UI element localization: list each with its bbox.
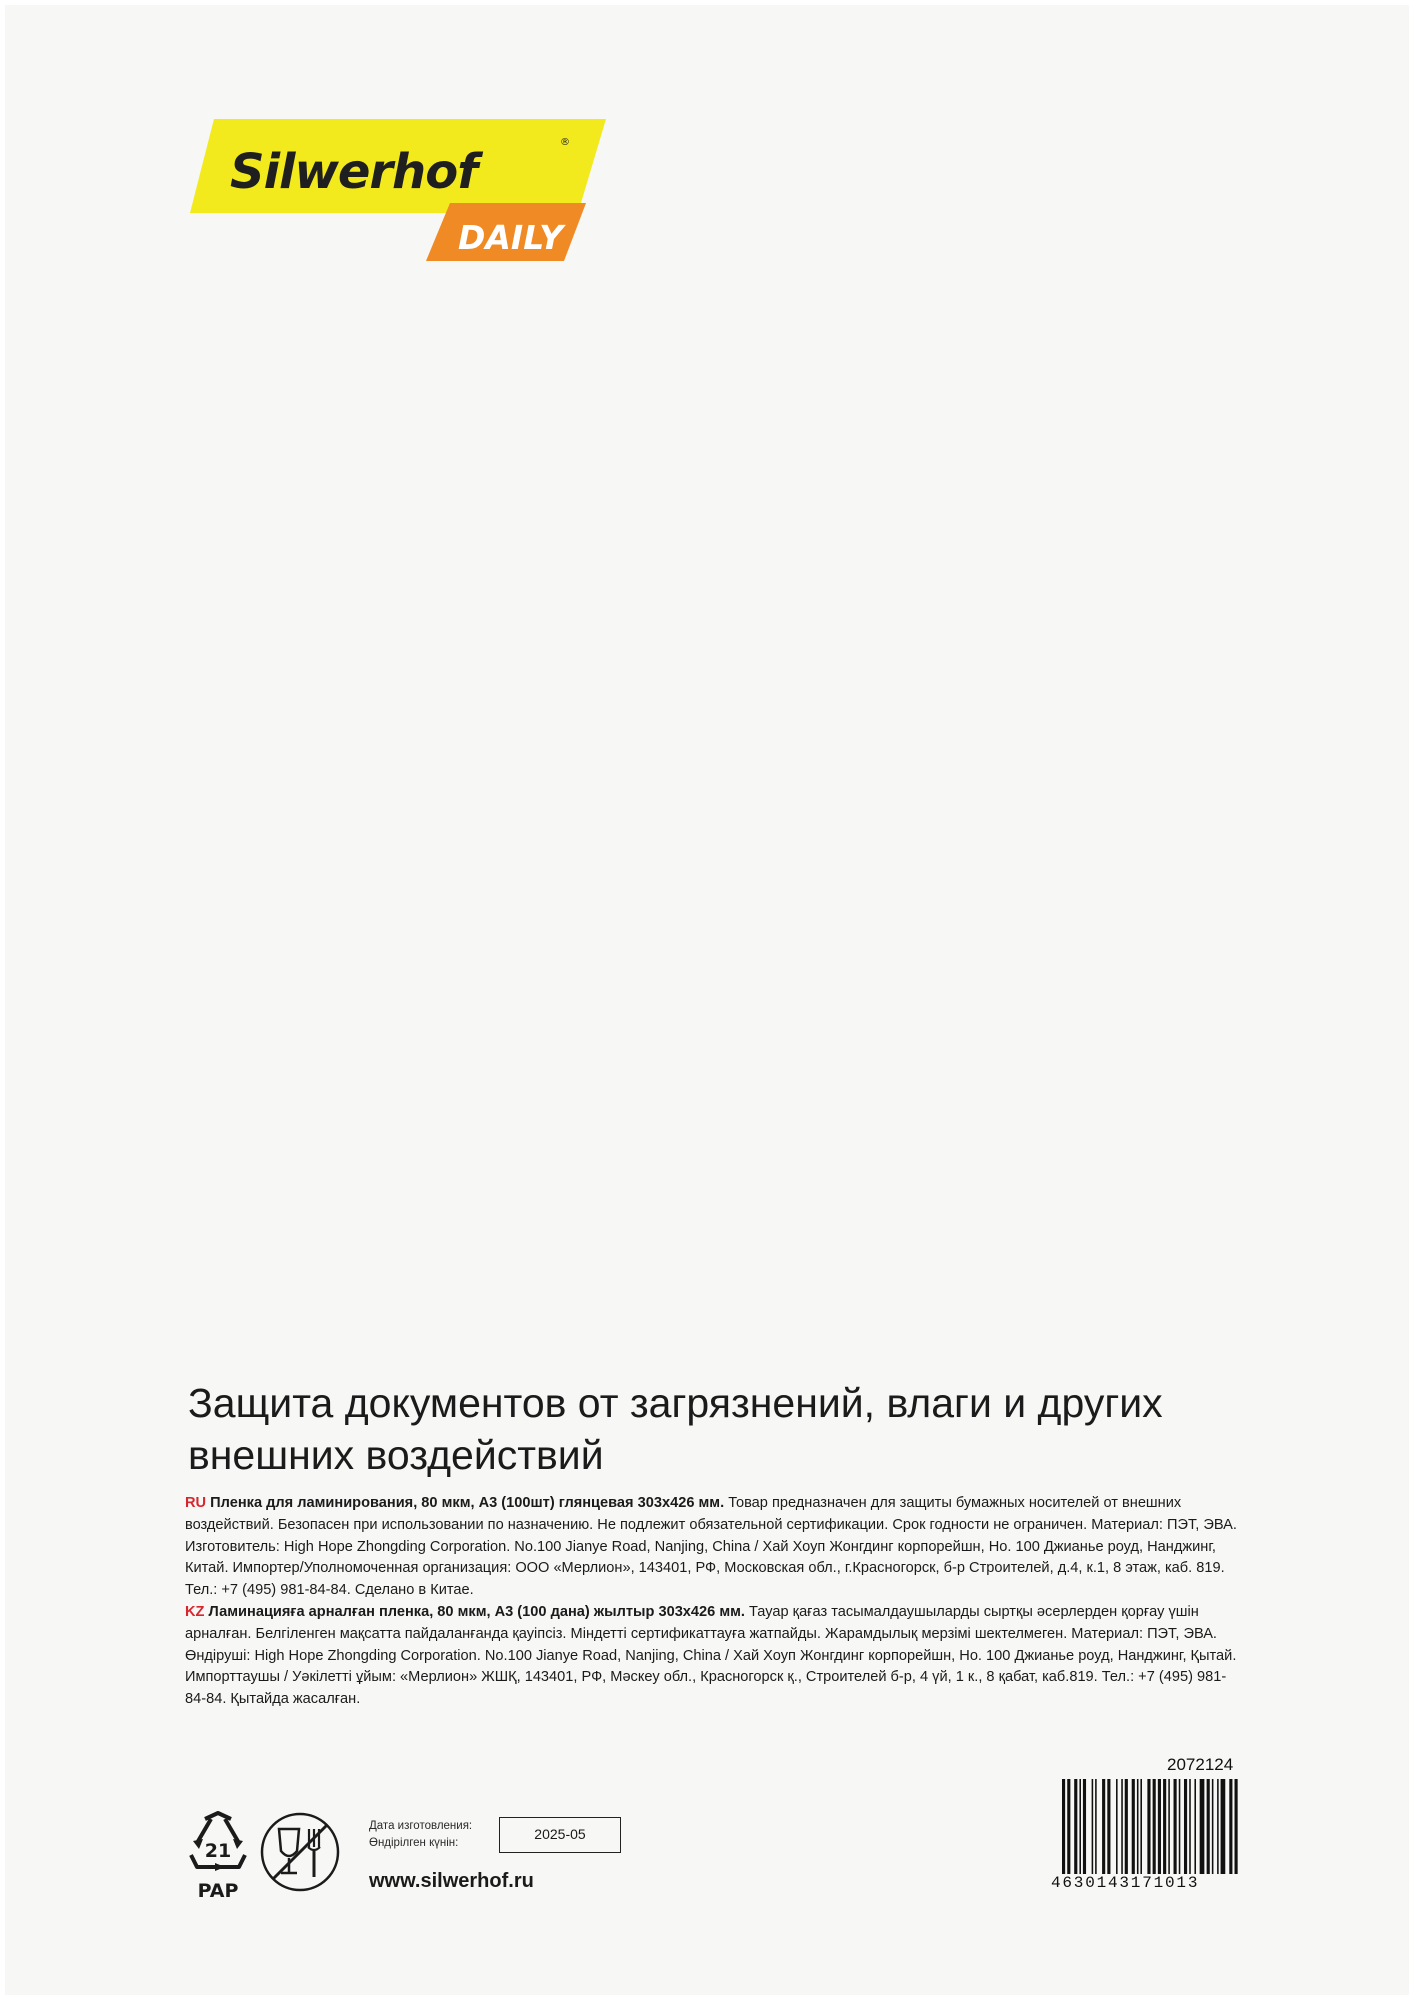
not-food-contact-icon [259, 1811, 341, 1893]
production-date-label [369, 1818, 472, 1852]
headline: Защита документов от загрязнений, влаги и других внешних воздействий [188, 1380, 1163, 1478]
brand-logo [190, 119, 606, 261]
kz-desc: Тауар қағаз тасымалдаушыларды сыртқы әсерлерден қорғау үшін арналған. Белгіленген мақсатта пайдаланғанда қауіпсіз. Міндетті сертификаттауға жатпайды. Жарамдылық мерзімі шектелмеген. Материал: ПЭТ, ЭВА. [185, 1603, 1217, 1642]
kz-maker: Өндіруші: High Hope Zhongding Corporation. No.100 Jianye Road, Nanjing, China / Хай Хоуп Жонгдинг корпорейшн, Но. 100 Джианье роуд, Нанджинг, Қытай. Импорттаушы / Уәкілетті ұйым: «Мерлион» ЖШҚ, 143401, РФ, Мәскеу обл., Красногорск қ., Строителей б-р, 4 үй, 1 к., 8 қабат, каб.819. Тел.: +7 (495) 981-84-84. Қытайда жасалған. [185, 1647, 1237, 1708]
barcode-digits: 4630143171013 [1051, 1874, 1241, 1896]
recycle-label: PAP [197, 1880, 239, 1901]
recycle-code: 21 [204, 1840, 232, 1862]
date-label-kz: Өндірілген күнін: [369, 1837, 459, 1849]
website-url: www.silwerhof.ru [369, 1870, 534, 1892]
svg-text:®: ® [560, 137, 570, 148]
package-back [5, 5, 1409, 1995]
svg-text:Silwerhof: Silwerhof [230, 144, 478, 200]
lang-kz-marker: KZ [185, 1603, 205, 1620]
ru-block [185, 1493, 1243, 1537]
production-date-value: 2025-05 [499, 1817, 621, 1853]
article-number: 2072124 [1167, 1755, 1234, 1774]
recycle-pap-icon [185, 1811, 251, 1901]
kz-title: Ламинацияға арналған пленка, 80 мкм, А3 (100 дана) жылтыр 303х426 мм. [208, 1603, 745, 1620]
kz-block [185, 1602, 1243, 1646]
ru-desc: Товар предназначен для защиты бумажных носителей от внешних воздействий. Безопасен при использовании по назначению. Не подлежит обязательной сертификации. Срок годности не ограничен. Материал: ПЭТ, ЭВА. [185, 1495, 1237, 1533]
lang-ru-marker: RU [185, 1495, 207, 1511]
date-label-ru: Дата изготовления: [369, 1820, 473, 1832]
ru-title: Пленка для ламинирования, 80 мкм, А3 (100шт) глянцевая 303х426 мм. [210, 1495, 725, 1511]
product-description [185, 1493, 1243, 1711]
svg-text:DAILY: DAILY [458, 218, 563, 257]
ru-maker: Изготовитель: High Hope Zhongding Corporation. No.100 Jianye Road, Nanjing, China / Хай Хоуп Жонгдинг корпорейшн, Но. 100 Джианье роуд, Нанджинг, Китай. Импортер/Уполномоченная организация: ООО «Мерлион», 143401, РФ, Московская обл., г.Красногорск, б-р Строителей, д.4, к.1, 8 этаж, каб. 819. Тел.: +7 (495) 981-84-84. Сделано в Китае. [185, 1538, 1225, 1599]
